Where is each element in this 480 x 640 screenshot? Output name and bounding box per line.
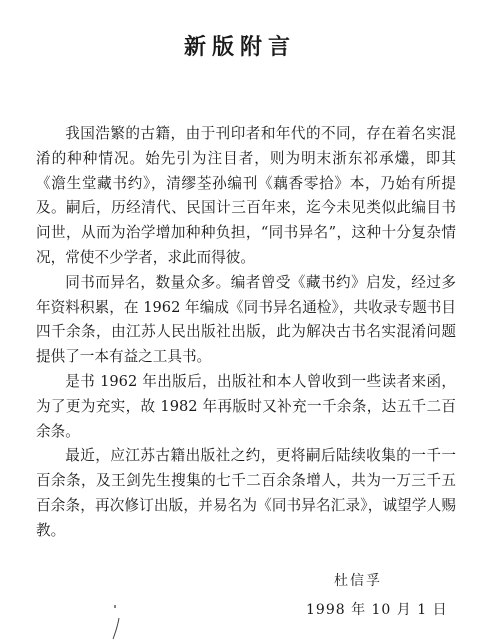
date-line: 1998 年 10 月 1 日 (306, 602, 448, 618)
body-text (36, 122, 456, 544)
paragraph-2: 同书而异名，数量众多。编者曾受《藏书约》启发，经过多年资料积累，在 1962 年编成《同书异名通检》，共收录专题书目四千余条，由江苏人民出版社出版，此为解决古书名实混淆问题提供了一本有益之工具书。 (36, 273, 456, 366)
paragraph-4: 最近，应江苏古籍出版社之约，更将嗣后陆续收集的一千一百余条，及王剑先生搜集的七千二百余条增人，共为一万三千五百余条，再次修订出版，并易名为《同书异名汇录》，诚望学人赐教。 (36, 447, 456, 539)
page-title: 新版附言 (183, 34, 296, 60)
pen-stroke-mark (110, 604, 124, 640)
paragraph-1: 我国浩繁的古籍，由于刊印者和年代的不同，存在着名实混淆的种种情况。始先引为注目者，则为明末浙东祁承爜，即其《澹生堂藏书约》，清缪荃孙编刊《藕香零拾》本，乃始有所提及。嗣后，历经清代、民国计三百年来，迄今未见类似此编目书问世，从而为治学增加种种负担，“同书异名”，这种十分复杂情况，常使不少学者，求此而得彼。 (36, 125, 456, 266)
paragraph-3: 是书 1962 年出版后，出版社和本人曾收到一些读者来函，为了更为充实，故 1982 年再版时又补充一千余条，达五千二百余条。 (36, 372, 456, 440)
author-signature: 杜信孚 (334, 573, 382, 589)
